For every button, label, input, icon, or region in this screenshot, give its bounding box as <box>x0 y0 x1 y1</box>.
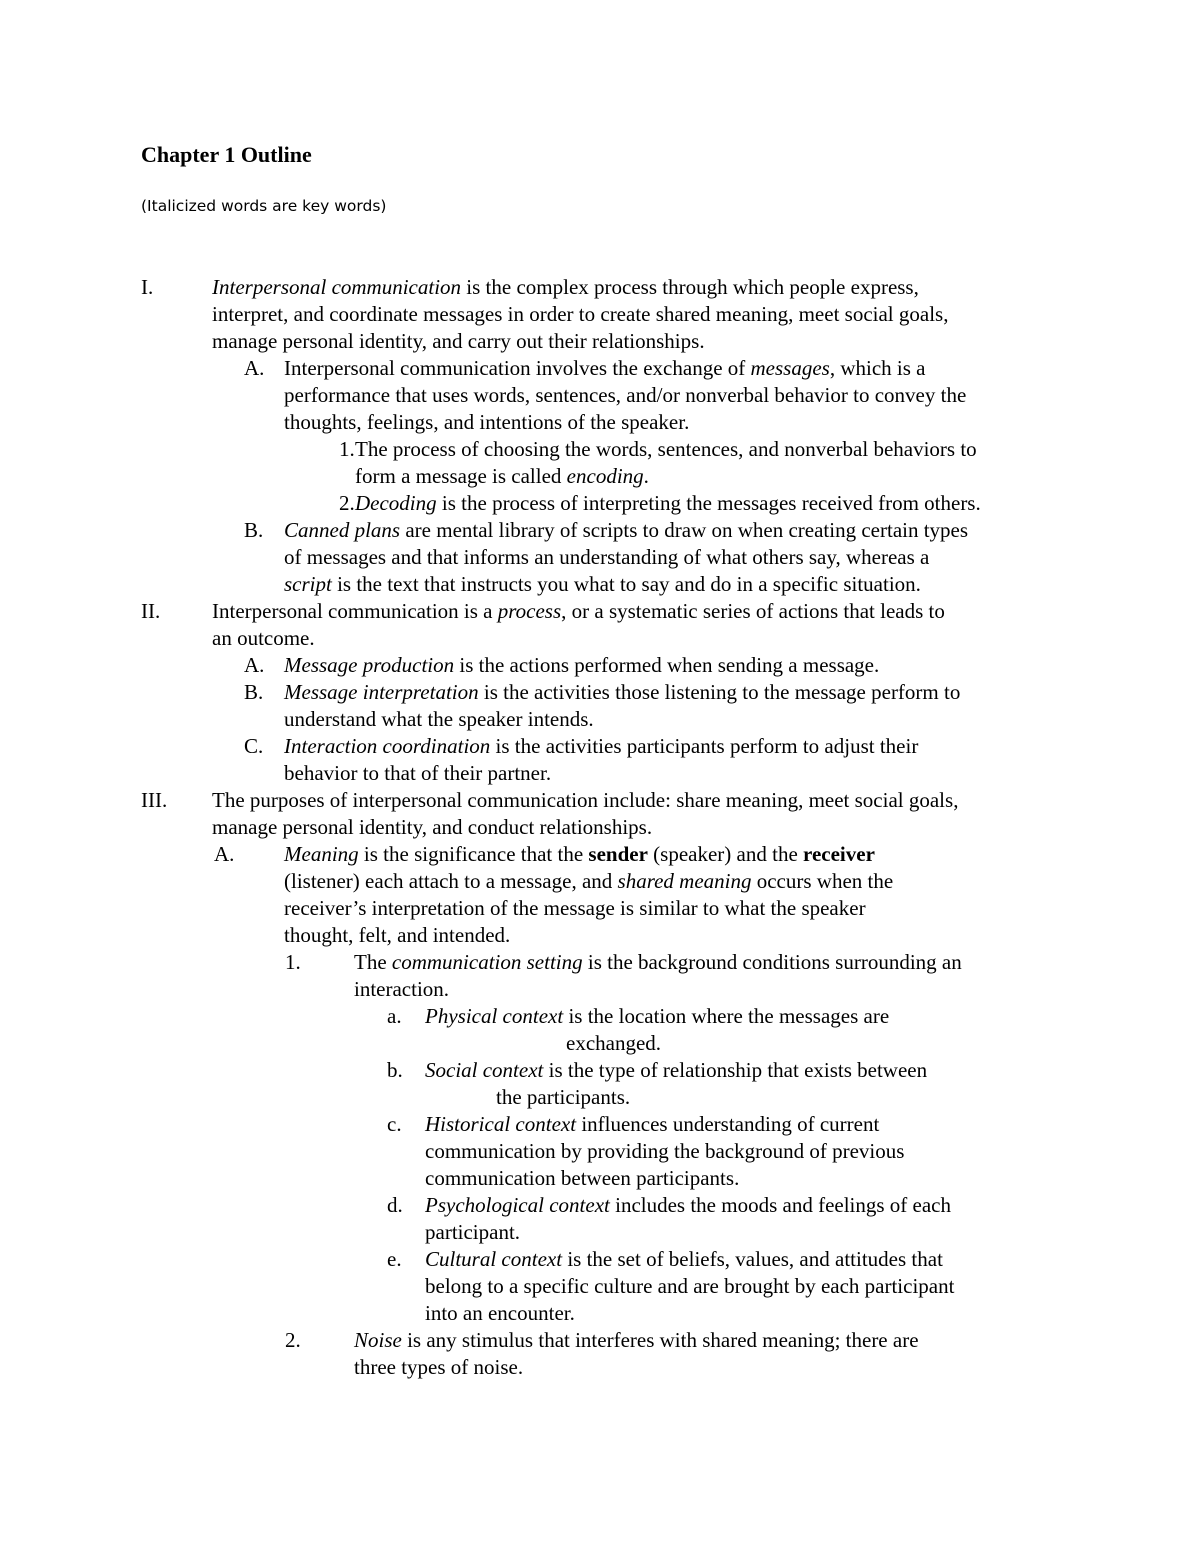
key-term: Physical context <box>425 1004 564 1028</box>
outline-line: Cultural context is the set of beliefs, values, and attitudes that <box>425 1247 943 1271</box>
outline-line: Canned plans are mental library of scripts to draw on when creating certain types <box>284 518 969 542</box>
outline-line: interaction. <box>354 977 450 1001</box>
outline-line: Interpersonal communication is the complex process through which people express, <box>212 275 919 299</box>
bold-term: sender <box>588 842 648 866</box>
key-term: Decoding <box>355 491 437 515</box>
item-label: e. <box>387 1247 402 1271</box>
outline-line: behavior to that of their partner. <box>284 761 552 785</box>
key-term: Meaning <box>284 842 359 866</box>
outline-line: Physical context is the location where the messages are <box>425 1004 890 1028</box>
item-label: A. <box>214 842 235 866</box>
item-label: B. <box>244 518 264 542</box>
outline-line: Historical context influences understanding of current <box>425 1112 880 1136</box>
item-label: A. <box>244 356 265 380</box>
key-term: Psychological context <box>425 1193 610 1217</box>
outline-line: thoughts, feelings, and intentions of the speaker. <box>284 410 690 434</box>
outline-line: belong to a specific culture and are brought by each participant <box>425 1274 955 1298</box>
outline-line: of messages and that informs an understanding of what others say, whereas a <box>284 545 930 569</box>
outline-line: The communication setting is the background conditions surrounding an <box>354 950 962 974</box>
key-term: Social context <box>425 1058 544 1082</box>
item-label: 2. <box>339 491 355 515</box>
key-term: script <box>284 572 332 596</box>
outline-line: into an encounter. <box>425 1301 575 1325</box>
key-term: Historical context <box>425 1112 577 1136</box>
item-label: 1. <box>285 950 301 974</box>
key-term: messages <box>750 356 830 380</box>
item-label: C. <box>244 734 264 758</box>
bold-term: receiver <box>803 842 875 866</box>
key-term: Interaction coordination <box>284 734 491 758</box>
key-term: Message production <box>284 653 455 677</box>
key-term: Canned plans <box>284 518 401 542</box>
outline-line: Interpersonal communication involves the exchange of messages, which is a <box>284 356 926 380</box>
key-term: communication setting <box>391 950 583 974</box>
outline-line: Interpersonal communication is a process, or a systematic series of actions that leads to <box>212 599 945 623</box>
outline-line: Message production is the actions performed when sending a message. <box>284 653 880 677</box>
outline-line: Social context is the type of relationship that exists between <box>425 1058 928 1082</box>
outline-line: Noise is any stimulus that interferes with shared meaning; there are <box>354 1328 919 1352</box>
outline-line: three types of noise. <box>354 1355 524 1379</box>
key-words-note: (Italicized words are key words) <box>141 197 387 215</box>
item-label: 1. <box>339 437 355 461</box>
outline-line: (listener) each attach to a message, and shared meaning occurs when the <box>284 869 894 893</box>
item-label: a. <box>387 1004 402 1028</box>
outline-line: communication by providing the background of previous <box>425 1139 905 1163</box>
outline-line: form a message is called encoding. <box>355 464 649 488</box>
item-label: b. <box>387 1058 403 1082</box>
outline-line: understand what the speaker intends. <box>284 707 594 731</box>
outline-line: Interaction coordination is the activities participants perform to adjust their <box>284 734 919 758</box>
key-term: Noise <box>354 1328 402 1352</box>
outline-line: The process of choosing the words, sentences, and nonverbal behaviors to <box>355 437 977 461</box>
section-label: I. <box>141 275 154 299</box>
outline-line: communication between participants. <box>425 1166 740 1190</box>
item-label: d. <box>387 1193 403 1217</box>
outline-line: exchanged. <box>566 1031 662 1055</box>
outline-line: manage personal identity, and carry out their relationships. <box>212 329 705 353</box>
outline-line: Decoding is the process of interpreting the messages received from others. <box>355 491 981 515</box>
key-term: Cultural context <box>425 1247 563 1271</box>
outline-line: Psychological context includes the moods and feelings of each <box>425 1193 952 1217</box>
outline-line: script is the text that instructs you what to say and do in a specific situation. <box>284 572 921 596</box>
outline-line: participant. <box>425 1220 521 1244</box>
outline-line: the participants. <box>496 1085 631 1109</box>
item-label: A. <box>244 653 265 677</box>
section-label: II. <box>141 599 161 623</box>
outline-line: Meaning is the significance that the sender (speaker) and the receiver <box>284 842 875 866</box>
outline-line: interpret, and coordinate messages in order to create shared meaning, meet social goals, <box>212 302 949 326</box>
outline-line: Message interpretation is the activities those listening to the message perform to <box>284 680 961 704</box>
outline-line: performance that uses words, sentences, and/or nonverbal behavior to convey the <box>284 383 967 407</box>
outline-line: an outcome. <box>212 626 315 650</box>
item-label: B. <box>244 680 264 704</box>
item-label: c. <box>387 1112 402 1136</box>
item-label: 2. <box>285 1328 301 1352</box>
key-term: Message interpretation <box>284 680 479 704</box>
outline-line: manage personal identity, and conduct relationships. <box>212 815 653 839</box>
key-term: encoding <box>566 464 644 488</box>
outline-line: The purposes of interpersonal communication include: share meaning, meet social goals, <box>212 788 959 812</box>
page-title: Chapter 1 Outline <box>141 142 312 167</box>
key-term: shared meaning <box>617 869 752 893</box>
key-term: process <box>497 599 562 623</box>
outline-line: receiver’s interpretation of the message is similar to what the speaker <box>284 896 866 920</box>
outline-line: thought, felt, and intended. <box>284 923 511 947</box>
section-label: III. <box>141 788 168 812</box>
key-term: Interpersonal communication <box>212 275 462 299</box>
